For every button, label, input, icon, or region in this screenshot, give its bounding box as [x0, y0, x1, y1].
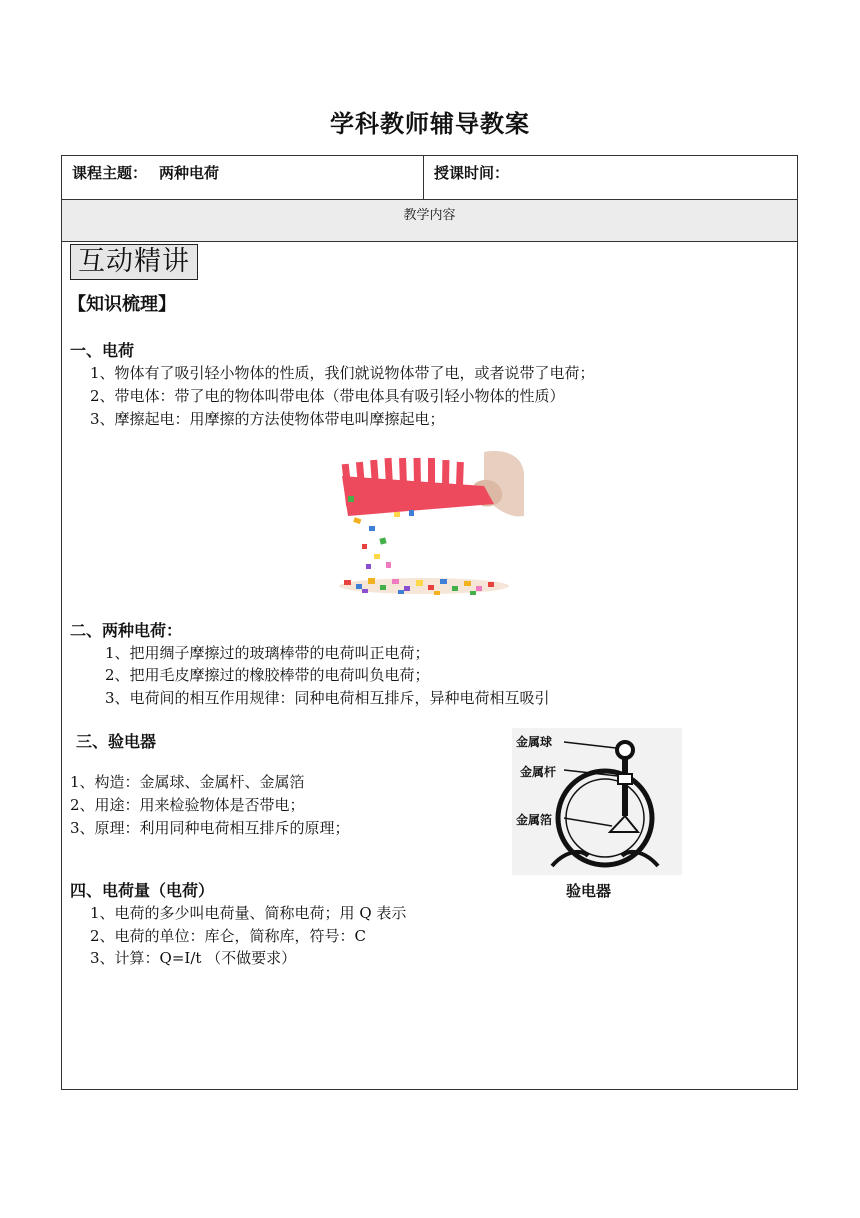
label-metal-foil: 金属箔	[516, 813, 553, 827]
label-metal-ball: 金属球	[516, 735, 553, 749]
time-cell	[424, 156, 797, 199]
section-1-item-3: 3、摩擦起电：用摩擦的方法使物体带电叫摩擦起电；	[90, 410, 445, 428]
knowledge-title: 【知识梳理】	[68, 294, 176, 315]
section-4-item-3: 3、计算：Q=I/t （不做要求）	[90, 949, 297, 967]
electroscope-caption: 验电器	[566, 882, 612, 900]
section-3-item-1: 1、构造：金属球、金属杆、金属箔	[70, 773, 305, 791]
time-label: 授课时间：	[434, 164, 510, 182]
section-1-item-1: 1、物体有了吸引轻小物体的性质，我们就说物体带了电，或者说带了电荷；	[90, 364, 595, 382]
section-1-item-2: 2、带电体：带了电的物体叫带电体（带电体具有吸引轻小物体的性质）	[90, 387, 565, 405]
label-metal-rod: 金属杆	[520, 765, 557, 779]
section-2-item-3: 3、电荷间的相互作用规律：同种电荷相互排斥，异种电荷相互吸引	[105, 689, 550, 707]
topic-value: 两种电荷	[159, 164, 220, 182]
topic-label: 课程主题：	[72, 164, 148, 182]
section-1-title: 一、电荷	[70, 341, 135, 360]
section-3-item-2: 2、用途：用来检验物体是否带电；	[70, 796, 305, 814]
section-4-item-1: 1、电荷的多少叫电荷量、简称电荷；用 Q 表示	[90, 904, 407, 922]
section-2-item-1: 1、把用绸子摩擦过的玻璃棒带的电荷叫正电荷；	[105, 644, 430, 662]
section-3-title: 三、验电器	[76, 732, 157, 751]
topic-cell	[62, 156, 424, 199]
section-4-item-2: 2、电荷的单位：库仑，简称库，符号：C	[90, 927, 367, 945]
section-3-item-3: 3、原理：利用同种电荷相互排斥的原理；	[70, 819, 350, 837]
content-header: 教学内容	[62, 200, 797, 242]
header-row	[62, 156, 797, 200]
section-4-title: 四、电荷量（电荷）	[70, 881, 215, 900]
interactive-banner: 互动精讲	[70, 244, 198, 280]
comb-confetti-image	[334, 446, 524, 596]
page-title: 学科教师辅导教案	[330, 110, 530, 138]
section-2-item-2: 2、把用毛皮摩擦过的橡胶棒带的电荷叫负电荷；	[105, 666, 430, 684]
section-2-title: 二、两种电荷：	[70, 621, 183, 640]
